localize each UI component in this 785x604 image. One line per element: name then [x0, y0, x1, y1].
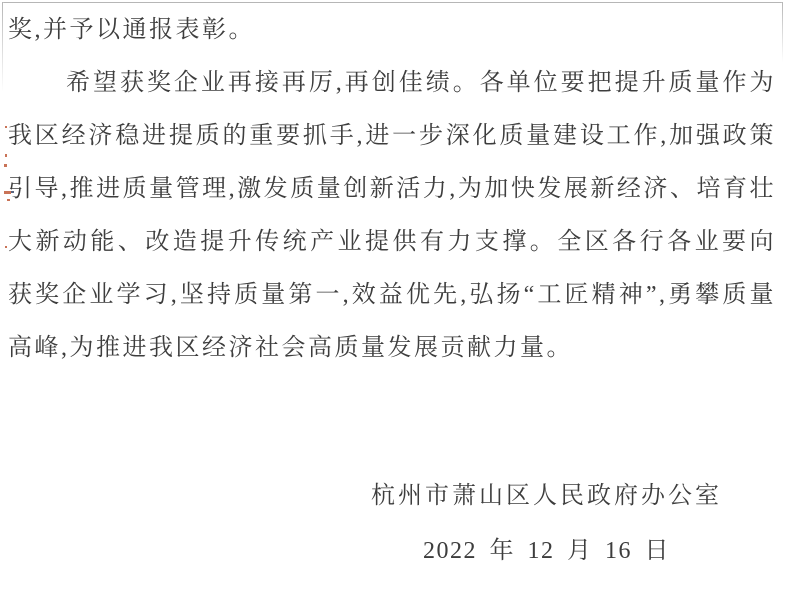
scan-artifact-dot: [5, 126, 7, 128]
page-border-right: [782, 2, 783, 62]
scan-artifact-dot: [4, 164, 7, 167]
issue-date: 2022 年 12 月 16 日: [423, 538, 670, 564]
document-body: [8, 4, 776, 375]
signoff-block: [371, 470, 722, 578]
body-paragraph-continuation: 奖,并予以通报表彰。: [8, 17, 255, 43]
scan-artifact-dot: [5, 154, 7, 157]
issuing-office: 杭州市萧山区人民政府办公室: [371, 483, 722, 509]
scan-artifact-dot: [5, 246, 7, 248]
page-border-left: [2, 2, 3, 92]
page-border-top: [3, 2, 782, 3]
body-paragraph-main: 希望获奖企业再接再厉,再创佳绩。各单位要把提升质量作为我区经济稳进提质的重要抓手,进一步深化质量建设工作,加强政策引导,推进质量管理,激发质量创新活力,为加快发展新经济、培育壮大新动能、改造提升传统产业提供有力支撑。全区各行各业要向获奖企业学习,坚持质量第一,效益优先,弘扬“工匠精神”,勇攀质量高峰,为推进我区经济社会高质量发展贡献力量。: [8, 70, 776, 361]
